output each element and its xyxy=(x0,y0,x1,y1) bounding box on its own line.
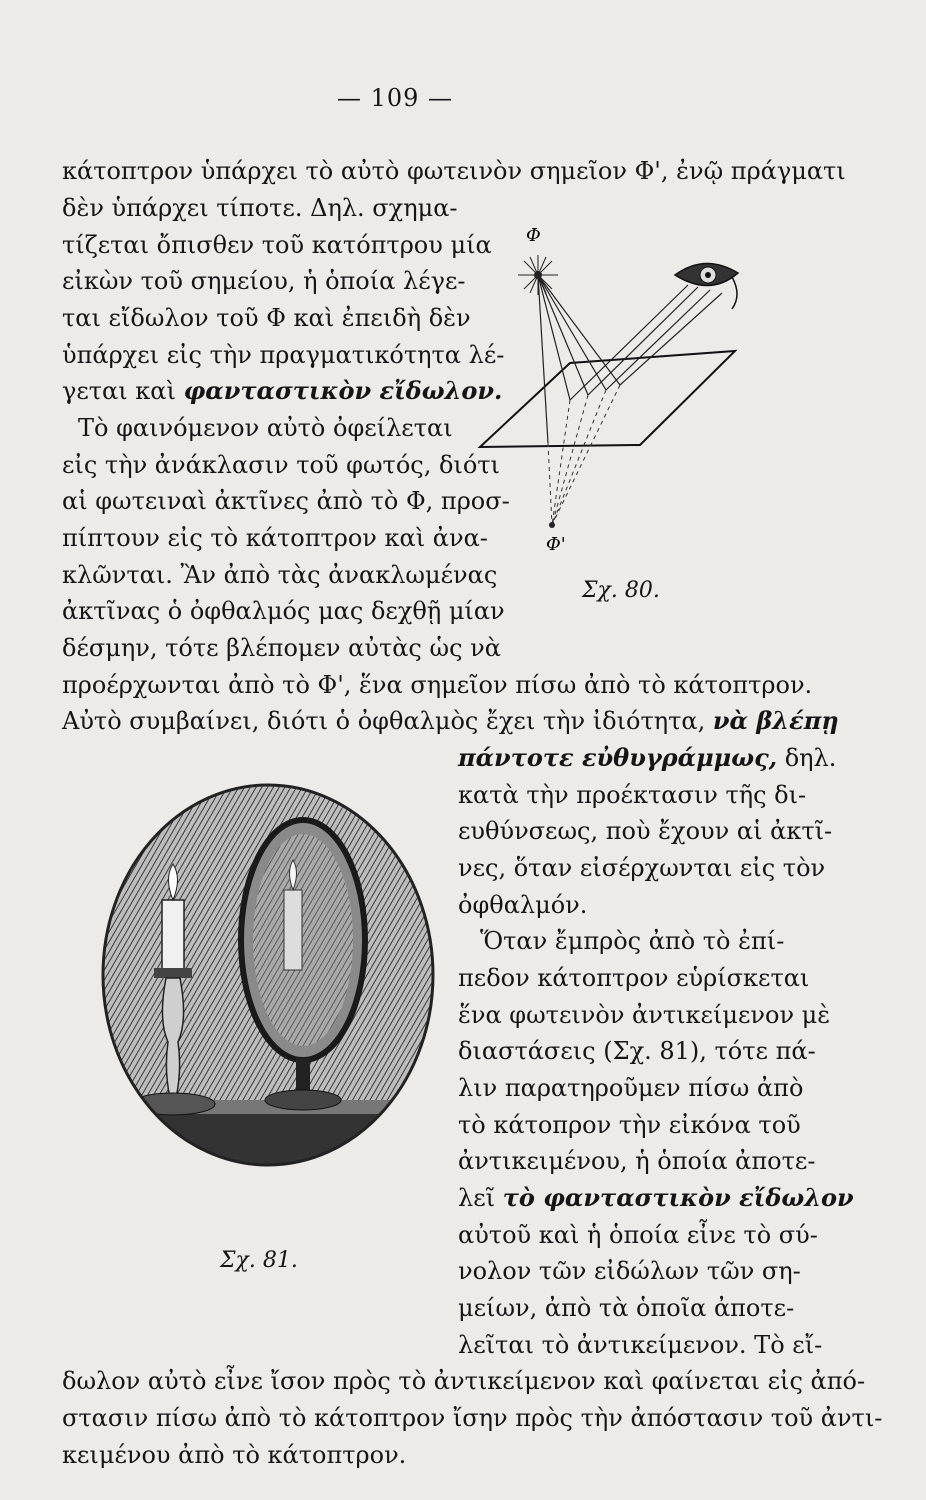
text-line: τίζεται ὄπισθεν τοῦ κατόπτρου μία xyxy=(62,231,492,259)
candle-mirror-engraving xyxy=(98,780,438,1170)
text-line: Τὸ φαινόμενον αὐτὸ ὀφείλεται xyxy=(78,414,453,442)
figure-caption: Σχ. 81. xyxy=(220,1248,298,1273)
image-point xyxy=(549,522,555,528)
reflection-diagram xyxy=(470,225,790,565)
text-line: εἰς τὴν ἀνάκλασιν τοῦ φωτός, διότι xyxy=(62,451,500,479)
text-line: ὀφθαλμόν. xyxy=(458,891,588,919)
text-line: νες, ὅταν εἰσέρχωνται εἰς τὸν xyxy=(458,854,826,882)
text-line: κειμένου ἀπὸ τὸ κάτοπτρον. xyxy=(62,1441,407,1469)
text-line: κάτοπτρον ὑπάρχει τὸ αὐτὸ φωτεινὸν σημεῖον Φ', ἐνῷ πράγματι xyxy=(62,157,846,185)
figure-caption: Σχ. 80. xyxy=(582,578,660,603)
virtual-rays xyxy=(548,385,620,525)
text-line: ἕνα φωτεινὸν ἀντικείμενον μὲ xyxy=(458,1001,831,1029)
text-span: λεῖ xyxy=(458,1184,496,1212)
text-line: πεδον κάτοπτρον εὑρίσκεται xyxy=(458,964,810,992)
text-line xyxy=(62,376,502,406)
text-line: πίπτουν εἰς τὸ κάτοπτρον καὶ ἀνα- xyxy=(62,524,488,552)
text-line: δωλον αὐτὸ εἶνε ἴσον πρὸς τὸ ἀντικείμενον καὶ φαίνεται εἰς ἀπό- xyxy=(62,1367,866,1395)
text-span: Αὐτὸ συμβαίνει, διότι ὁ ὀφθαλμὸς ἔχει τὴν ἰδιότητα, xyxy=(62,707,706,735)
text-line: δὲν ὑπάρχει τίποτε. Δηλ. σχημα- xyxy=(62,194,458,222)
text-span: δηλ. xyxy=(784,744,837,772)
text-line: ται εἴδωλον τοῦ Φ καὶ ἐπειδὴ δὲν xyxy=(62,304,471,332)
emphasis-term: τὸ φανταστικὸν εἴδωλον xyxy=(502,1183,854,1212)
text-line xyxy=(458,743,836,773)
eye-icon xyxy=(675,263,738,309)
text-line: νολον τῶν εἰδώλων τῶν ση- xyxy=(458,1257,801,1285)
text-line: διαστάσεις (Σχ. 81), τότε πά- xyxy=(458,1037,816,1065)
text-span: γεται καὶ xyxy=(62,377,176,405)
reflected-rays xyxy=(570,285,722,400)
label-phi-prime: Φ' xyxy=(546,534,566,555)
text-line: αὐτοῦ καὶ ἡ ὁποία εἶνε τὸ σύ- xyxy=(458,1221,818,1249)
text-line: ὑπάρχει εἰς τὴν πραγματικότητα λέ- xyxy=(62,341,505,369)
label-phi: Φ xyxy=(526,225,541,246)
emphasis-term: πάντοτε εὐθυγράμμως, xyxy=(458,743,778,772)
incident-rays xyxy=(538,275,620,443)
text-line xyxy=(62,706,839,736)
text-line: ευθύνσεως, ποὺ ἔχουν αἱ ἀκτῖ- xyxy=(458,817,833,845)
text-line: κατὰ τὴν προέκτασιν τῆς δι- xyxy=(458,781,807,809)
text-line: λιν παρατηροῦμεν πίσω ἀπὸ xyxy=(458,1074,804,1102)
text-line: δέσμην, τότε βλέπομεν αὐτὰς ὡς νὰ xyxy=(62,634,501,662)
text-line: αἱ φωτειναὶ ἀκτῖνες ἀπὸ τὸ Φ, προσ- xyxy=(62,487,510,515)
text-line: τὸ κάτοπρον τὴν εἰκόνα τοῦ xyxy=(458,1111,801,1139)
text-line: προέρχωνται ἀπὸ τὸ Φ', ἕνα σημεῖον πίσω ἀπὸ τὸ κάτοπτρον. xyxy=(62,671,813,699)
text-line: ἀντικειμένου, ἡ ὁποία ἀποτε- xyxy=(458,1147,816,1175)
emphasis-term: νὰ βλέπῃ xyxy=(712,706,839,735)
emphasis-term: φανταστικὸν εἴδωλον. xyxy=(183,376,503,405)
text-line: κλῶνται. Ἂν ἀπὸ τὰς ἀνακλωμένας xyxy=(62,561,498,589)
text-line: στασιν πίσω ἀπὸ τὸ κάτοπτρον ἴσην πρὸς τὴν ἀπόστασιν τοῦ ἀντι- xyxy=(62,1404,883,1432)
candle-icon xyxy=(162,900,184,970)
page-number: — 109 — xyxy=(336,84,454,112)
text-line: εἰκὼν τοῦ σημείου, ἡ ὁποία λέγε- xyxy=(62,267,466,295)
text-line: Ὅταν ἔμπρὸς ἀπὸ τὸ ἐπί- xyxy=(480,927,785,955)
text-line: ἀκτῖνας ὁ ὀφθαλμός μας δεχθῇ μίαν xyxy=(62,597,505,625)
text-line: μείων, ἀπὸ τὰ ὁποῖα ἀποτε- xyxy=(458,1294,795,1322)
mirror-plane xyxy=(480,351,735,447)
text-line xyxy=(458,1183,854,1213)
text-line: λεῖται τὸ ἀντικείμενον. Τὸ εἴ- xyxy=(458,1331,823,1359)
